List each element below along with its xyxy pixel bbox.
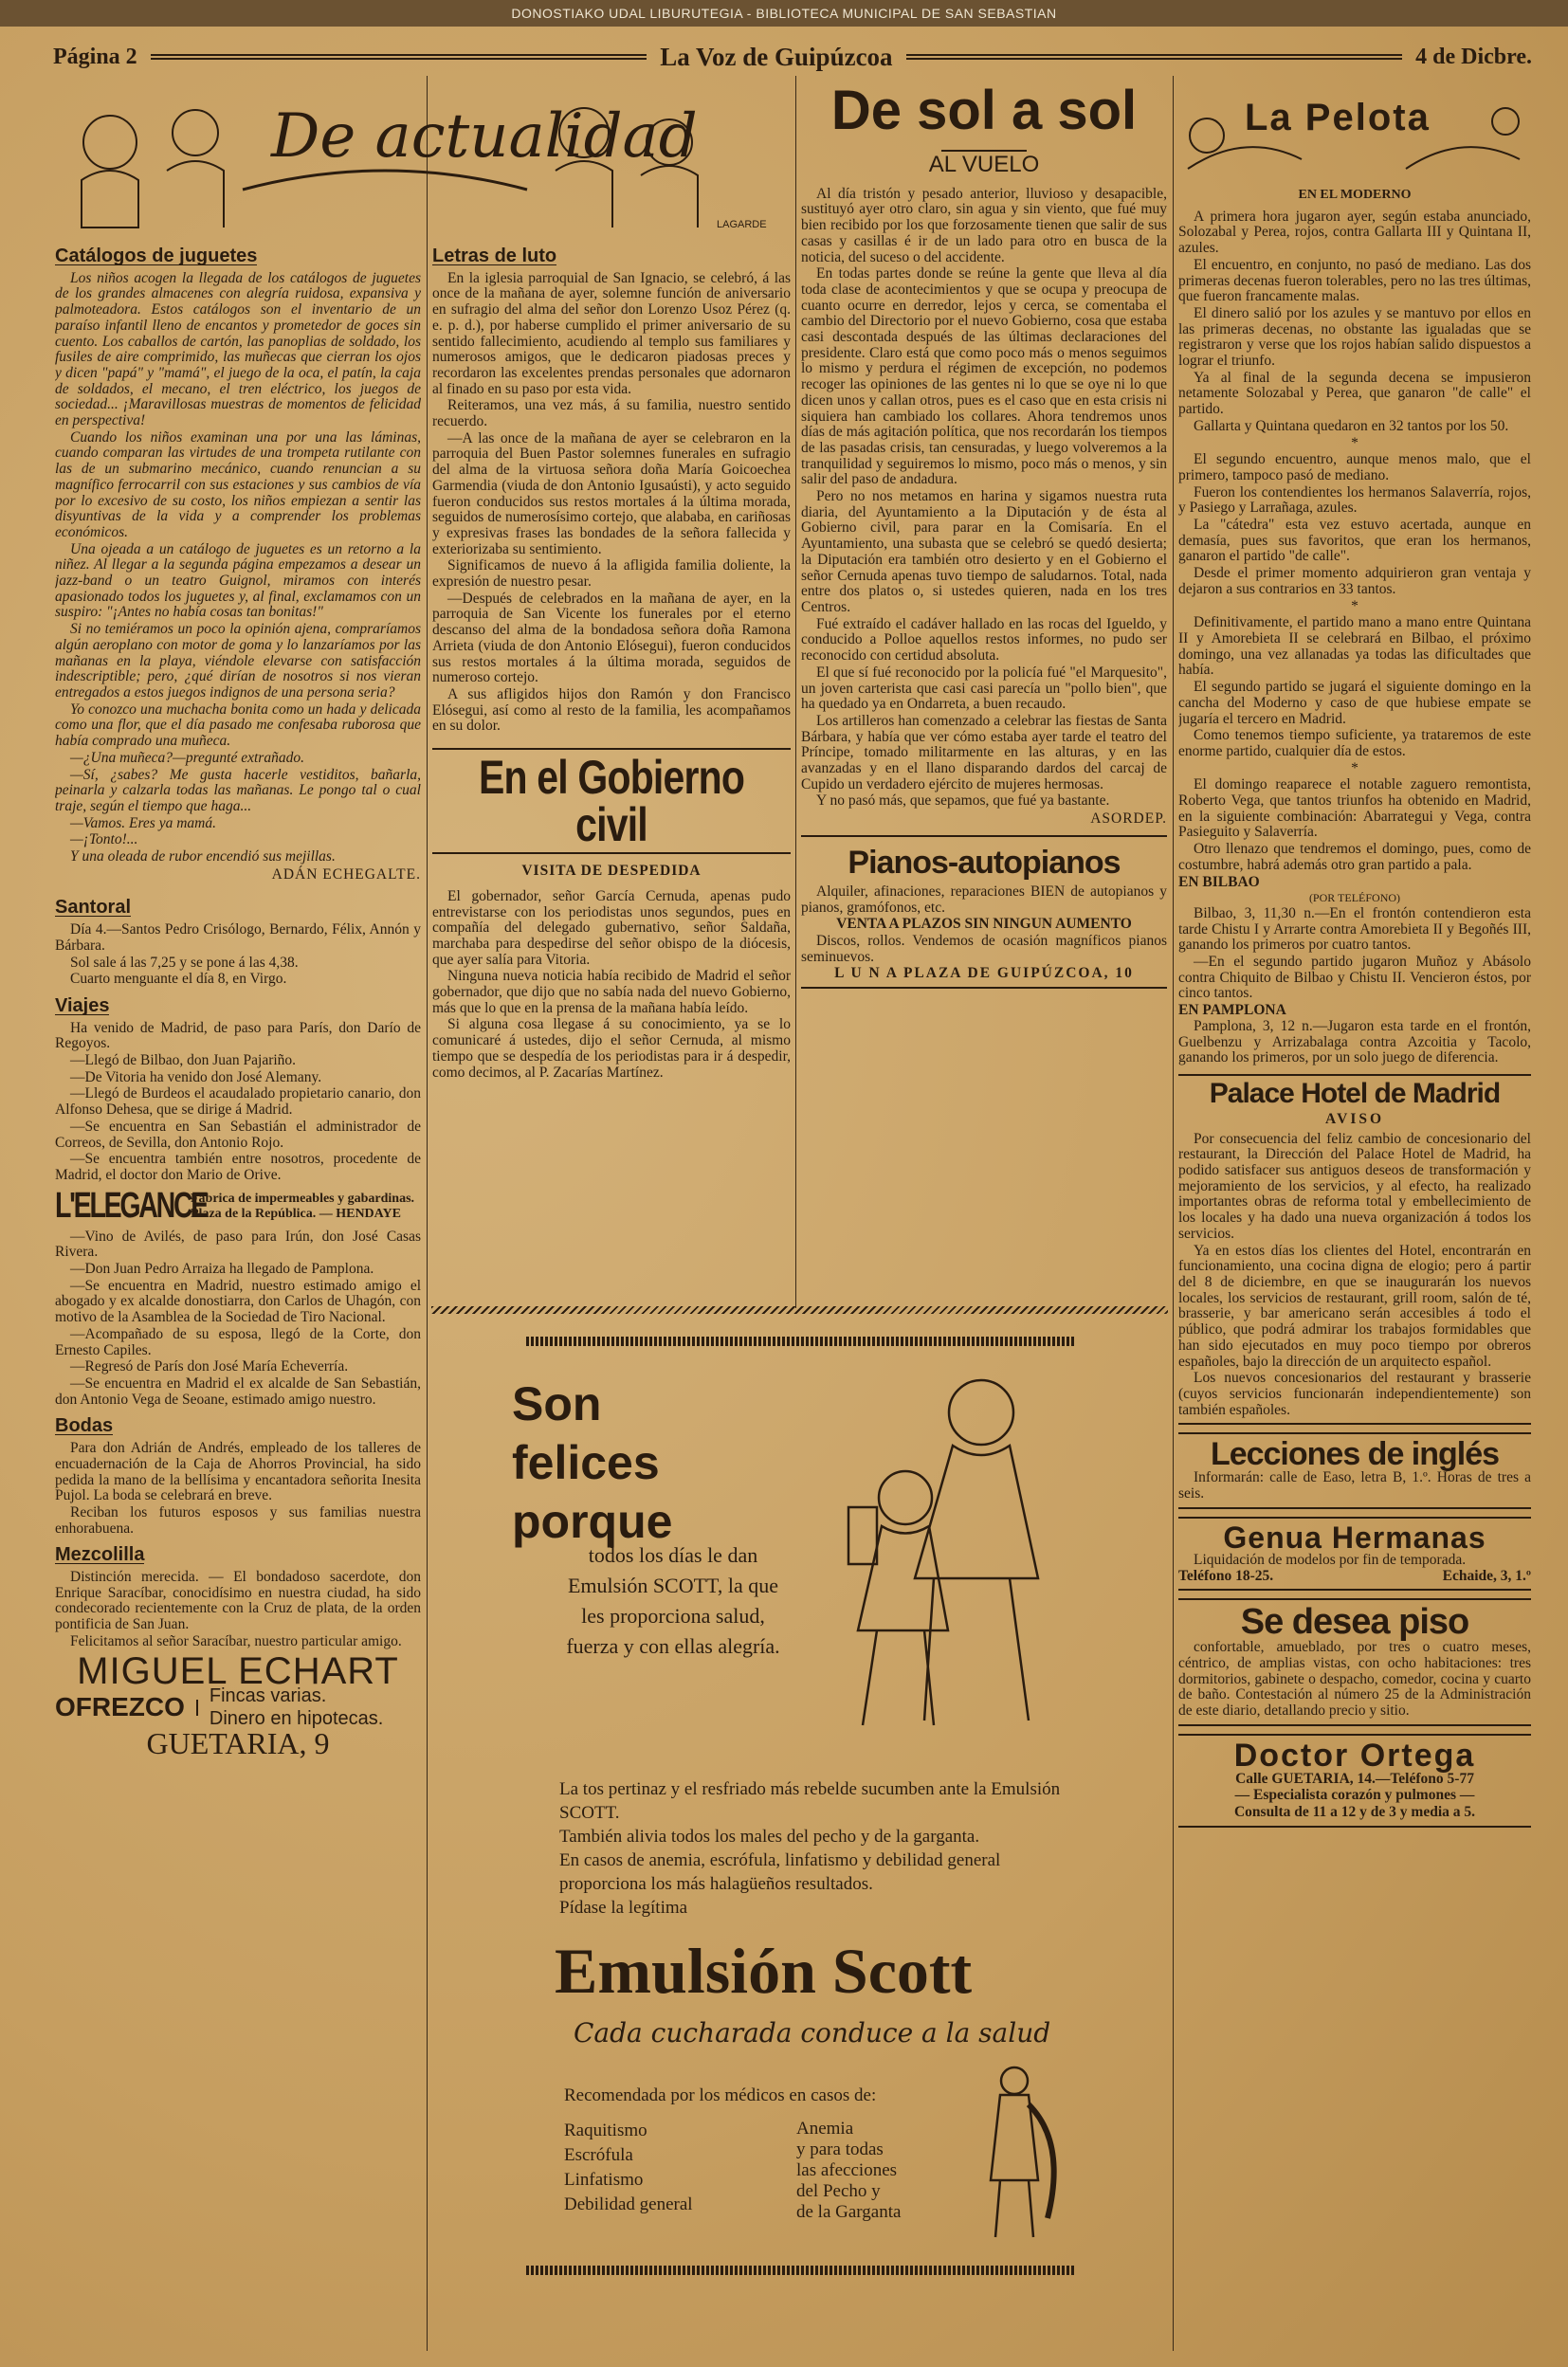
paragraph: Ha venido de Madrid, de paso para París, don Darío de Regoyos. — [55, 1019, 421, 1052]
paragraph: Reiteramos, una vez más, á su familia, nuestro sentido recuerdo. — [432, 397, 791, 430]
paragraph-list — [55, 1441, 421, 1537]
ad-intro: todos los días le dan Emulsión SCOTT, la que les proporciona salud, fuerza y con ellas alegría. — [566, 1543, 780, 1658]
paragraph: Desde el primer momento adquirieron gran ventaja y dejaron a sus contrarios en 33 tantos. — [1178, 565, 1531, 597]
paragraph: Ya al final de la segunda decena se impusieron netamente Solozabal y Perea, que ganaron "de calle" el partido. — [1178, 369, 1531, 418]
ad-address: GUETARIA, 9 — [146, 1726, 330, 1761]
paragraph: Por consecuencia del feliz cambio de concesionario del restaurant, la Dirección del Palace Hotel de Madrid, ha podido satisfacer sus antiguos deseos de transformación y mejoramiento de los servicios, y al efecto, ha realizado importantes obras de reforma total y embellecimiento de los locales y ha dado una nueva organización á todos los servicios. — [1178, 1130, 1531, 1242]
dateline-note: (POR TELÉFONO) — [1308, 891, 1401, 905]
subheadline: EN PAMPLONA — [1178, 1002, 1286, 1019]
paragraph: Distinción merecida. — El bondadoso sacerdote, don Enrique Saracíbar, conocidísimo en nuestra ciudad, ha sido condecorado recientemente con la Cruz de plata, de la orden pontificia de San Juan. — [55, 1569, 421, 1633]
paragraph: En todas partes donde se reúne la gente que lleva al día toda clase de acontecimientos y que se ocupa y preocupa de cuanto ocurre en derredor, lejos y cerca, se comentaba el cambio del Directorio por el nuevo Gobierno, cosa que estaba casi descontada después de las últimas declaraciones del presidente. Claro está que como poco más o menos seguimos lo mismo y perdura el régimen de excepción, no podemos recoger las opiniones de las gentes ni lo que se oye ni lo que dicen unos y callan otros, pues es el caso que en esta crisis ni siquiera han cambiado los collares. Ahora tendremos unos días de más agitación política, que nos recordarán los tiempos de las pasadas crisis, tan censuradas, y luego volveremos a la tranquilidad y seguiremos lo mismo, poco más o menos, y sin salir del paso de andadura. — [801, 265, 1167, 488]
ad-line: Alquiler, afinaciones, reparaciones BIEN de autopianos y pianos, gramófonos, etc. — [801, 883, 1167, 916]
ad-address: Echaide, 3, 1.º — [1442, 1568, 1531, 1585]
ad-text: Informarán: calle de Easo, letra B, 1.º. Horas de tres a seis. — [1178, 1469, 1531, 1502]
ad-line: VENTA A PLAZOS SIN NINGUN AUMENTO — [836, 916, 1132, 933]
paragraph-list — [801, 187, 1167, 810]
ad-brand: L'ELEGANCE — [55, 1186, 208, 1227]
emulsion-scott-ad — [431, 1327, 1168, 2285]
paragraph: Ninguna nueva noticia había recibido de Madrid el señor gobernador, que dijo que no sabía nada del nuevo Gobierno, más que lo que en la prensa de la mañana había leído. — [432, 968, 791, 1016]
illustration-title: De actualidad — [271, 101, 698, 172]
ad-title: Palace Hotel de Madrid — [1209, 1077, 1501, 1109]
paragraph-list — [1178, 1019, 1531, 1066]
ad-line: Dinero en hipotecas. — [209, 1708, 384, 1730]
ad-text: Liquidación de modelos por fin de temporada. — [1194, 1551, 1467, 1568]
paragraph: —Llegó de Bilbao, don Juan Pajariño. — [70, 1052, 297, 1069]
ad-line: Calle GUETARIA, 14.—Teléfono 5-77 — [1235, 1770, 1474, 1787]
paragraph: Gallarta y Quintana quedaron en 32 tantos por los 50. — [1194, 417, 1509, 434]
ad-line: Discos, rollos. Vendemos de ocasión magníficos pianos seminuevos. — [801, 932, 1167, 965]
paragraph: —Se encuentra en Madrid, nuestro estimado amigo el abogado y ex alcalde donostiarra, don Carlos de Uhagón, con motivo de la Asamblea de la Sociedad de Tiro Nacional. — [55, 1277, 421, 1326]
list-item: Linfatismo — [564, 2170, 644, 2190]
paragraph: Bilbao, 3, 11,30 n.—En el frontón contendieron esta tarde Chistu I y Arrarte contra Amorebieta II y Begoñés III, ganando los primeros por cuatro tantos. — [1178, 904, 1531, 954]
column-2 — [432, 239, 791, 1301]
paragraph: —Vamos. Eres ya mamá. — [70, 814, 216, 831]
fisherman-with-cod-icon — [972, 2057, 1076, 2247]
list-item: Raquitismo — [564, 2121, 647, 2140]
column-4 — [1178, 83, 1531, 2344]
list-item: de la Garganta — [796, 2202, 902, 2222]
paragraph: El dinero salió por los azules y se mantuvo por ellos en las primeras decenas, no obstante las igualadas que se registraron y verse que los rojos habían salido dispuestos a lograr el triunfo. — [1178, 304, 1531, 370]
paragraph: Fueron los contendientes los hermanos Salaverría, rojos, y Pasiego y Larrañaga, azules. — [1178, 483, 1531, 517]
paragraph: —Acompañado de su esposa, llegó de la Corte, don Ernesto Capiles. — [55, 1325, 421, 1358]
paragraph: El gobernador, señor García Cernuda, apenas pudo entrevistarse con los periodistas unos segundos, pues en compañía del delegado gubernativo, señor Saldaña, marchaba para despedirse del señor obispo de la diócesis, que ayer salía para Vitoria. — [432, 887, 791, 968]
page-number: Página 2 — [53, 44, 137, 69]
paragraph: Día 4.—Santos Pedro Crisólogo, Bernardo, Félix, Annón y Bárbara. — [55, 921, 421, 954]
paragraph: Como tenemos tiempo suficiente, ya trataremos de este enorme partido, cualquier día de estos. — [1178, 727, 1531, 759]
paragraph: —Después de celebrados en la mañana de ayer, en la parroquia de San Vicente los funerales por el eterno descanso del alma de la bondadosa señora doña Ramona Arrieta (viuda de don Antonio Elósegui), fueron conducidos sus restos mortales á la última morada, seguidos de numeroso cortejo. — [432, 590, 791, 686]
ad-title: Pianos-autopianos — [848, 844, 1121, 881]
ad-line: — Especialista corazón y pulmones — — [1234, 1787, 1475, 1804]
paragraph: Cuarto menguante el día 8, en Virgo. — [70, 971, 287, 988]
paragraph-list — [432, 271, 791, 735]
column-3 — [801, 83, 1167, 1302]
paragraph: El domingo reaparece el notable zaguero remontista, Roberto Vega, que tantos triunfos ha obtenido en Madrid, en la siguiente combinación: Abarrategui y Vega, contra Pasieguito y Salaverría. — [1178, 776, 1531, 841]
subheadline: EN EL MODERNO — [1298, 188, 1412, 202]
paragraph: Otro llenazo que tendremos el domingo, pues, como de costumbre, habrá además otro gran partido a pala. — [1178, 841, 1531, 873]
paragraph-list — [55, 922, 421, 988]
paragraph: Si alguna cosa llegase á su conocimiento, ya se lo comunicaré á ustedes, dijo el señor Cernuda, al mismo tiempo que se despedía de los periodistas para ir á despedir, como decimos, al P. Zacarías Martínez. — [432, 1016, 791, 1081]
elegance-ad — [55, 1186, 421, 1227]
paragraph: Sol sale á las 7,25 y se pone á las 4,38. — [70, 954, 299, 971]
paragraph-list — [55, 1570, 421, 1650]
paragraph: —Sí, ¿sabes? Me gusta hacerle vestiditos, bañarla, peinarla y calzarla todas las mañanas. Le pongo tal o cual traje, según el tiempo que haga... — [55, 766, 421, 814]
newspaper-title: La Voz de Guipúzcoa — [660, 42, 893, 71]
paragraph: Al día tristón y pesado anterior, lluvioso y desapacible, sustituyó ayer otro claro, sin agua y sin viento, que fué muy bien recibido por los que forzosamente tienen que salir de sus casas y casillas é ir de un lado para otro en busca de la noticia, del suceso o del accidente. — [801, 185, 1167, 265]
paragraph-list — [1178, 1132, 1531, 1419]
ad-text: Pídase la legítima — [559, 1898, 688, 1918]
paragraph: Reciban los futuros esposos y sus familias nuestra enhorabuena. — [55, 1503, 421, 1537]
paragraph: Yo conozco una muchacha bonita como un hada y delicada como una flor, que el día pasado me confesaba ruborosa que había comprado una muñeca. — [55, 701, 421, 750]
paragraph: Definitivamente, el partido mano a mano entre Quintana II y Amorebieta II se celebrará en Bilbao, el próximo domingo, una vez allanadas ya todas las dificultades que había. — [1178, 614, 1531, 679]
paragraph: A primera hora jugaron ayer, según estaba anunciado, Solozabal y Perea, rojos, contra Gallarta III y Quintana II, azules. — [1178, 208, 1531, 257]
section-heading: Bodas — [55, 1415, 114, 1437]
paragraph: La "cátedra" esta vez estuvo acertada, aunque en demasía, pues sus favoritos, que eran los hermanos, ganaron el partido "de calle". — [1178, 517, 1531, 565]
paragraph-list — [55, 1021, 421, 1184]
paragraph: En la iglesia parroquial de San Ignacio, se celebró, á las once de la mañana de ayer, solemne función de aniversario en sufragio del alma del señor don Lorenzo Usoz Pérez (q. e. p. d.), por haberse cumplido el primer aniversario de su sentido fallecimiento, acudiendo al templo sus familiares y numerosos amigos, que le dedicaron piadosas preces y recordaron las excelentes prendas personales que adornaron al finado en su paso por esta vida. — [432, 269, 791, 397]
ad-text: Fábrica de impermeables y gabardinas. Plaza de la República. — HENDAYE — [191, 1191, 415, 1221]
column-rule — [427, 76, 428, 2351]
paragraph: —Don Juan Pedro Arraiza ha llegado de Pamplona. — [70, 1261, 374, 1278]
ad-text: También alivia todos los males del pecho y de la garganta. — [559, 1827, 980, 1847]
paragraph-list — [432, 889, 791, 1081]
asterism: * — [1351, 597, 1358, 614]
paragraph: Pamplona, 3, 12 n.—Jugaron esta tarde en el frontón, Guelbenzu y Arrizabalaga contra Azcoitia y Tacolo, ganando los primeros, por un solo juego de diferencia. — [1178, 1017, 1531, 1066]
column-rule — [1173, 76, 1174, 2351]
paragraph-list — [55, 271, 421, 865]
divider — [151, 54, 647, 60]
byline: ASORDEP. — [1090, 810, 1167, 828]
section-heading: Letras de luto — [432, 246, 557, 266]
ad-recommended: Recomendada por los médicos en casos de: — [564, 2085, 877, 2105]
ad-text: La tos pertinaz y el resfriado más rebelde sucumben ante la Emulsión SCOTT. — [559, 1779, 1061, 1823]
ad-title: Se desea piso — [1240, 1602, 1469, 1643]
paragraph: Una ojeada a un catálogo de juguetes es un retorno a la niñez. Al llegar a la segunda página empezamos a desear un jazz-band o un teatro Guignol, miramos con interés apasionado todos los juguetes y, al final, exclamamos con un suspiro: "¡Antes no había cosas tan bonitas!" — [55, 540, 421, 621]
paragraph-list — [1178, 906, 1531, 1002]
decorative-border — [526, 2266, 1076, 2275]
children-illustration-icon — [801, 1356, 1085, 1754]
pianos-ad — [801, 835, 1167, 989]
paragraph: —Se encuentra también entre nosotros, procedente de Madrid, el doctor don Mario de Orive. — [55, 1151, 421, 1183]
divider — [906, 54, 1403, 60]
paragraph: —Vino de Avilés, de paso para Irún, don José Casas Rivera. — [55, 1228, 421, 1261]
section-title: La Pelota — [1245, 97, 1431, 138]
paragraph: —Se encuentra en Madrid el ex alcalde de San Sebastián, don Antonio Vega de Seoane, estimado amigo nuestro. — [55, 1375, 421, 1408]
ad-title: Lecciones de inglés — [1210, 1436, 1500, 1473]
paragraph: Los artilleros han comenzado a celebrar las fiestas de Santa Bárbara, y había que ver cómo estaba ayer tarde el teatro del Príncipe, tomado militarmente en las alturas, y en las avanzadas y en el llano disparando dardos del carcaj de Cupido un verdadero ejército de mujeres hermosas. — [801, 712, 1167, 792]
ad-subtitle: AVISO — [1324, 1110, 1385, 1127]
list-item: Debilidad general — [564, 2194, 693, 2214]
list-item: Escrófula — [564, 2145, 633, 2165]
list-item: Anemia — [796, 2119, 854, 2139]
column-rule — [795, 76, 796, 1308]
section-heading: Viajes — [55, 994, 110, 1016]
ad-brand: Emulsión Scott — [555, 1935, 973, 2007]
paragraph: El segundo partido se jugará el siguiente domingo en la cancha del Moderno y caso de que hubiese empate se jugaría el tercero en Madrid. — [1178, 679, 1531, 727]
paragraph: —¡Tonto!... — [70, 831, 138, 848]
paragraph: Y una oleada de rubor encendió sus mejillas. — [70, 848, 336, 865]
ad-address: L U N A PLAZA DE GUIPÚZCOA, 10 — [834, 965, 1134, 982]
paragraph: Felicitamos al señor Saracíbar, nuestro particular amigo. — [70, 1632, 402, 1649]
doctor-ortega-ad — [1178, 1734, 1531, 1828]
ad-name: MIGUEL ECHART — [77, 1649, 399, 1692]
flat-wanted-ad — [1178, 1598, 1531, 1726]
ad-phone: Teléfono 18-25. — [1178, 1568, 1274, 1585]
ad-offer: OFREZCO — [55, 1700, 198, 1716]
ad-headline: Son felices porque — [512, 1377, 673, 1548]
paragraph: Si no temiéramos un poco la opinión ajena, compraríamos algún aeroplano con motor de goma y lo lanzaríamos por las mañanas en la playa, viéndole elevarse con satisfacción indescriptible; pero, ¿qué dirían de nosotros si nos vieran entregados a estos juegos indignos de una persona seria? — [55, 621, 421, 701]
paragraph: —En el segundo partido jugaron Muñoz y Abásolo contra Chiquito de Bilbao y Chistu II. Vencieron éstos, por cinco tantos. — [1178, 954, 1531, 1002]
byline: ADÁN ECHEGALTE. — [271, 865, 421, 883]
list-item: del Pecho y — [796, 2181, 881, 2201]
actualidad-illustration — [53, 76, 793, 237]
paragraph: Y no pasó más, que sepamos, que fué ya bastante. — [816, 792, 1110, 810]
section-heading: Catálogos de juguetes — [55, 246, 258, 266]
paragraph: Fué extraído el cadáver hallado en las rocas del Igueldo, y conducido a Polloe aquellos restos informes, no pudo ser reconocido con certidud absoluta. — [801, 615, 1167, 665]
section-heading: Mezcolilla — [55, 1544, 145, 1566]
paragraph: —A las once de la mañana de ayer se celebraron en la parroquia del Buen Pastor solemnes funerales en sufragio del alma de la virtuosa señora doña María Goicoechea Garmendia (viuda de don Antonio Igusaústi), y acto seguido fueron conducidos sus restos mortales á la última morada, seguidos de numerosísimo cortejo, que alababa, en cariñosas y expresivas frases las bondades de la señora fallecida y exteriorizaba su sentimiento. — [432, 429, 791, 557]
palace-hotel-notice — [1178, 1074, 1531, 1425]
paragraph: —Se encuentra en San Sebastián el administrador de Correos, de Sevilla, don Antonio Rojo. — [55, 1118, 421, 1151]
subheadline: AL VUELO — [928, 152, 1040, 177]
paragraph: El encuentro, en conjunto, no pasó de mediano. Las dos primeras decenas fueron tolerables, pero no las tres últimas, que fueron francamente malas. — [1178, 256, 1531, 305]
ad-text: En casos de anemia, escrófula, linfatismo y debilidad general proporciona los más halagüeños resultados. — [559, 1850, 1001, 1894]
paragraph: Cuando los niños examinan una por una las láminas, cuando comparan las virtudes de una trompeta rutilante con las de un submarino mecánico, cuando renuncian a su magnífico ferrocarril con sus estaciones y sus cambios de vía por lo excesivo de su costo, los niños empiezan a sentir las disyuntivas de la vida y a comprender los problemas económicos. — [55, 428, 421, 540]
paragraph: Para don Adrián de Andrés, empleado de los talleres de encuadernación de la Caja de Ahorros Provincial, ha sido pedida la mano de la bellísima y encantadora señorita Inesita Pujol. La boda se celebrará en breve. — [55, 1440, 421, 1504]
paragraph-list — [1178, 209, 1531, 874]
sketch-figures-icon — [53, 76, 793, 237]
pelota-header — [1178, 83, 1531, 188]
paragraph: El segundo encuentro, aunque menos malo, que el primero, tampoco pasó de mediano. — [1178, 451, 1531, 483]
asterism: * — [1351, 434, 1358, 451]
list-item: y para todas — [796, 2139, 884, 2159]
paragraph: Los niños acogen la llegada de los catálogos de juguetes de los grandes almacenes con alegría ruidosa, expansiva y palmoteadora. Estos catálogos son el inventario de un paraíso infantil lleno de encantos y prometedor de goces sin cuento. Los caballos de cartón, las panoplias de soldado, los fusiles de aire comprimido, las muñecas que cierran los ojos y dicen "papá" y "mamá", el juego de la oca, el patín, la caja de soldados, el mecano, el tren eléctrico, los juegos de sociedad... ¡Maravillosas muestras de momentos de felicidad en perspectiva! — [55, 269, 421, 429]
list-item: las afecciones — [796, 2160, 898, 2180]
decorative-border — [526, 1337, 1076, 1346]
illustrator-signature: LAGARDE — [717, 219, 767, 230]
ad-title: Genua Hermanas — [1223, 1520, 1486, 1555]
paragraph: Pero no nos metamos en harina y sigamos nuestra ruta diaria, del Ayuntamiento a la Diputación y de ésta al Gobierno civil, para parar en la Comisaría. En el Ayuntamiento, una subasta que se celebró se quedó desierta; la Diputación era también otro desierto y en el Gobierno el señor Cernuda apenas tuvo tiempo de saludarnos. Total, nada entre dos platos o, si ustedes quieren, nada en los tres Centros. — [801, 488, 1167, 615]
issue-date: 4 de Dicbre. — [1415, 44, 1533, 69]
ad-slogan: Cada cucharada conduce a la salud — [574, 2017, 1051, 2048]
headline: De sol a sol — [830, 83, 1138, 141]
paragraph: Ya en estos días los clientes del Hotel, encontrarán en funcionamiento, una cocina digna de elogio; pero á partir del 8 de diciembre, en que se inaugurarán los nuevos locales, los servicios de restaurant, grill room, salón de té, brasserie, y bar americano serán accesibles á todo el público, que podrá admirar los trabajos formidables que han sido ejecutados en muy poco tiempo por obreros españoles, bajo la dirección de un arquitecto español. — [1178, 1242, 1531, 1370]
ad-line: Fincas varias. — [209, 1685, 327, 1707]
paragraph-list — [796, 2119, 967, 2223]
paragraph: El que sí fué reconocido por la policía fué "el Marquesito", un joven carterista que casi casi parecía un "pollo bien", que ha quedado ya en Ondarreta, a buen recaudo. — [801, 664, 1167, 713]
paragraph: —¿Una muñeca?—pregunté extrañado. — [70, 749, 304, 766]
column-1 — [55, 239, 421, 2343]
archive-banner: DONOSTIAKO UDAL LIBURUTEGIA - BIBLIOTECA MUNICIPAL DE SAN SEBASTIAN — [0, 0, 1568, 27]
paragraph: Los nuevos concesionarios del restaurant y brasserie (cuyos servicios funcionarán independientemente) son también españoles. — [1178, 1370, 1531, 1418]
paragraph: Significamos de nuevo á la afligida familia doliente, la expresión de nuestro pesar. — [432, 557, 791, 591]
paragraph-list — [55, 1229, 421, 1409]
paragraph: —Regresó de París don José María Echeverría. — [70, 1358, 349, 1375]
paragraph: —Llegó de Burdeos el acaudalado propietario canario, don Alfonso Dehesa, que se dirige á Madrid. — [55, 1085, 421, 1119]
ad-text: confortable, amueblado, por tres o cuatro meses, céntrico, de amplias vistas, con ocho habitaciones: tres dormitorios, gabinete o despacho, comedor, cocina y cuarto de baño. Contestación al número 25 de la Administración de este diario, detallando precio y sitio. — [1178, 1639, 1531, 1719]
paragraph-list — [564, 2119, 754, 2217]
paragraph: —De Vitoria ha venido don José Alemany. — [70, 1068, 322, 1085]
english-lessons-ad — [1178, 1432, 1531, 1508]
asterism: * — [1351, 759, 1358, 776]
section-divider — [431, 1306, 1168, 1314]
headline: En el Gobierno civil — [478, 751, 745, 852]
paragraph: A sus afligidos hijos don Ramón y don Francisco Elósegui, así como al resto de la familia, les acompañamos en su dolor. — [432, 685, 791, 735]
section-heading: Santoral — [55, 897, 132, 919]
genua-ad — [1178, 1517, 1531, 1591]
ad-line: Consulta de 11 a 12 y de 3 y media a 5. — [1233, 1804, 1476, 1821]
ad-title: Doctor Ortega — [1233, 1737, 1476, 1774]
masthead — [53, 42, 1532, 72]
subheadline: VISITA DE DESPEDIDA — [521, 863, 702, 880]
echart-ad — [55, 1649, 421, 1761]
subheadline: EN BILBAO — [1178, 873, 1260, 890]
